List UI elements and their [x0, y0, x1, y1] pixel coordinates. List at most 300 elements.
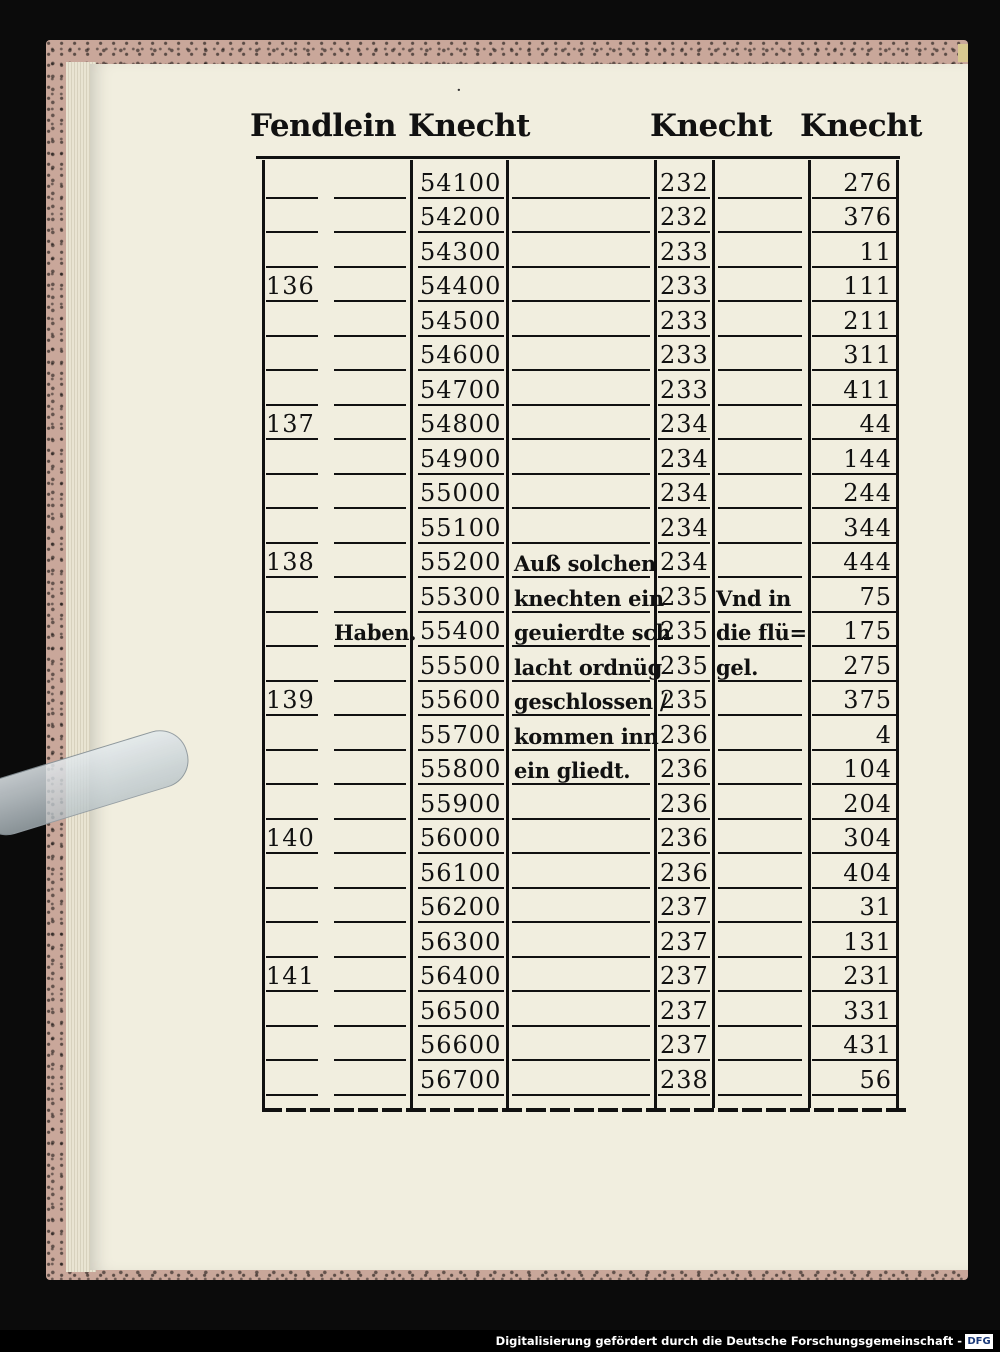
total-cell: [410, 440, 506, 475]
rank-cell: [654, 544, 712, 579]
total-cell: [410, 889, 506, 924]
note-cell: [506, 475, 654, 510]
rank-cell: [654, 371, 712, 406]
knecht-rank: 236: [660, 755, 709, 783]
rest-cell: [808, 164, 896, 199]
total-cell: [410, 1027, 506, 1062]
haben-cell: [326, 923, 410, 958]
knecht-total: 56300: [420, 927, 502, 956]
note-cell: [506, 958, 654, 993]
table-row: [256, 682, 900, 717]
fendlein-cell: [262, 164, 326, 199]
fendlein-number: 140: [266, 824, 315, 852]
table-row: [256, 613, 900, 648]
total-cell: [410, 233, 506, 268]
knecht-rank: 236: [660, 858, 709, 887]
header-knecht-rank: Knecht: [650, 108, 772, 144]
flank-cell: [712, 509, 808, 544]
table-row: [256, 992, 900, 1027]
rest-cell: [808, 199, 896, 234]
haben-cell: [326, 578, 410, 613]
flank-cell: [712, 544, 808, 579]
rank-cell: [654, 302, 712, 337]
rest-cell: [808, 682, 896, 717]
fendlein-number: 139: [266, 686, 315, 714]
fendlein-cell: [262, 1027, 326, 1062]
knecht-total: 54300: [420, 237, 502, 266]
rest-cell: [808, 406, 896, 441]
flank-cell: [712, 371, 808, 406]
flank-text: gel.: [716, 654, 759, 680]
table-row: [256, 958, 900, 993]
knecht-total: 54900: [420, 444, 502, 473]
haben-cell: [326, 199, 410, 234]
note-text: kommen inn: [514, 723, 659, 749]
note-cell: [506, 268, 654, 303]
knecht-total: 56700: [420, 1065, 502, 1094]
total-cell: [410, 820, 506, 855]
rest-cell: [808, 337, 896, 372]
haben-cell: [326, 475, 410, 510]
note-cell: [506, 544, 657, 579]
rank-cell: [654, 751, 712, 786]
rest-cell: [808, 302, 896, 337]
haben-cell: [326, 992, 410, 1027]
haben-cell: [326, 751, 410, 786]
total-cell: [410, 406, 506, 441]
total-cell: [410, 923, 506, 958]
header-rule: [256, 156, 900, 159]
total-cell: [410, 337, 506, 372]
knecht-rest: 211: [843, 306, 892, 335]
fendlein-cell: [262, 785, 326, 820]
total-cell: [410, 371, 506, 406]
table-row: [256, 199, 900, 234]
flank-cell: [712, 785, 808, 820]
flank-cell: [712, 613, 808, 648]
fendlein-cell: [262, 509, 326, 544]
haben-cell: [326, 302, 410, 337]
knecht-total: 55200: [420, 548, 502, 576]
total-cell: [410, 199, 506, 234]
knecht-rest: 56: [859, 1065, 892, 1094]
knecht-rest: 11: [859, 237, 892, 266]
knecht-total: 55900: [420, 789, 502, 818]
fendlein-cell: [262, 923, 326, 958]
flank-cell: [712, 854, 808, 889]
knecht-total: 54500: [420, 306, 502, 335]
rest-cell: [808, 233, 896, 268]
note-cell: [506, 509, 654, 544]
knecht-total: 55100: [420, 513, 502, 542]
knecht-rest: 431: [843, 1031, 892, 1059]
fendlein-cell: [262, 682, 326, 717]
knecht-rank: 234: [660, 444, 709, 473]
knecht-total: 54400: [420, 272, 502, 300]
knecht-rank: 234: [660, 513, 709, 542]
knecht-rank: 233: [660, 306, 709, 335]
knecht-total: 55700: [420, 720, 502, 749]
rest-cell: [808, 544, 896, 579]
flank-text: Vnd in: [716, 585, 792, 611]
note-cell: [506, 578, 664, 613]
haben-cell: [326, 268, 410, 303]
note-cell: [506, 820, 654, 855]
rank-cell: [654, 1061, 712, 1096]
fendlein-cell: [262, 854, 326, 889]
dfg-logo-icon: DFG: [965, 1334, 993, 1349]
knecht-rest: 376: [843, 203, 892, 231]
haben-cell: [326, 337, 410, 372]
rest-cell: [808, 958, 896, 993]
rank-cell: [654, 613, 712, 648]
flank-cell: [712, 958, 808, 993]
bottom-rule: [262, 1108, 906, 1112]
note-cell: [506, 440, 654, 475]
knecht-rest: 204: [843, 789, 892, 818]
flank-cell: [712, 199, 808, 234]
flank-cell: [712, 716, 808, 751]
table-row: [256, 268, 900, 303]
rest-cell: [808, 785, 896, 820]
rank-cell: [654, 440, 712, 475]
knecht-rank: 234: [660, 410, 709, 438]
knecht-rest: 75: [859, 582, 892, 611]
knecht-total: 56500: [420, 996, 502, 1025]
rank-cell: [654, 199, 712, 234]
knecht-rest: 44: [859, 410, 892, 438]
knecht-rank: 237: [660, 1031, 709, 1059]
knecht-rank: 234: [660, 548, 709, 576]
table-row: [256, 164, 900, 199]
rank-cell: [654, 1027, 712, 1062]
haben-label: Haben.: [334, 620, 417, 645]
knecht-rank: 236: [660, 824, 709, 852]
knecht-rank: 237: [660, 927, 709, 956]
note-text: lacht ordnüg: [514, 654, 663, 680]
rank-cell: [654, 647, 712, 682]
note-cell: [506, 164, 654, 199]
knecht-rank: 232: [660, 168, 709, 197]
total-cell: [410, 785, 506, 820]
rest-cell: [808, 751, 896, 786]
knecht-total: 56400: [420, 962, 502, 990]
rest-cell: [808, 716, 896, 751]
table-row: [256, 647, 900, 682]
knecht-total: 55000: [420, 479, 502, 507]
fendlein-number: 141: [266, 962, 315, 990]
rest-cell: [808, 1061, 896, 1096]
knecht-rest: 311: [843, 341, 892, 369]
fendlein-cell: [262, 544, 326, 579]
note-cell: [506, 337, 654, 372]
table-row: [256, 1027, 900, 1062]
knecht-total: 55500: [420, 651, 502, 680]
note-cell: [506, 613, 671, 648]
note-cell: [506, 992, 654, 1027]
flank-cell: [712, 751, 808, 786]
haben-cell: [326, 1061, 410, 1096]
flank-cell: [712, 233, 808, 268]
rest-cell: [808, 889, 896, 924]
note-text: Auß solchen: [514, 551, 657, 576]
fendlein-cell: [262, 440, 326, 475]
note-cell: [506, 889, 654, 924]
note-cell: [506, 854, 654, 889]
knecht-total: 55400: [420, 617, 502, 645]
fendlein-cell: [262, 647, 326, 682]
flank-cell: [712, 647, 808, 682]
digitization-credit: Digitalisierung gefördert durch die Deutsche Forschungsgemeinschaft -: [495, 1334, 962, 1348]
knecht-rest: 404: [843, 858, 892, 887]
flank-text: die flü=: [716, 620, 807, 645]
note-cell: [506, 1027, 654, 1062]
haben-cell: [326, 889, 410, 924]
total-cell: [410, 302, 506, 337]
knecht-total: 54700: [420, 375, 502, 404]
table-row: [256, 337, 900, 372]
rest-cell: [808, 371, 896, 406]
rest-cell: [808, 509, 896, 544]
table-row: [256, 578, 900, 613]
page-mark: ·: [456, 80, 462, 101]
knecht-total: 56600: [420, 1031, 502, 1059]
fendlein-cell: [262, 337, 326, 372]
haben-cell: [326, 647, 410, 682]
rank-cell: [654, 509, 712, 544]
haben-cell: [326, 613, 417, 648]
total-cell: [410, 578, 506, 613]
table-row: [256, 302, 900, 337]
note-cell: [506, 1061, 654, 1096]
knecht-total: 54100: [420, 168, 502, 197]
knecht-total: 54600: [420, 341, 502, 369]
knecht-total: 55800: [420, 755, 502, 783]
haben-cell: [326, 820, 410, 855]
table-row: [256, 475, 900, 510]
note-cell: [506, 682, 668, 717]
flank-cell: [712, 337, 808, 372]
rank-cell: [654, 475, 712, 510]
knecht-rank: 235: [660, 617, 709, 645]
fendlein-cell: [262, 889, 326, 924]
knecht-rank: 238: [660, 1065, 709, 1094]
fendlein-cell: [262, 1061, 326, 1096]
knecht-rank: 233: [660, 341, 709, 369]
rest-cell: [808, 613, 896, 648]
haben-cell: [326, 785, 410, 820]
rest-cell: [808, 578, 896, 613]
knecht-total: 56000: [420, 824, 502, 852]
table-row: [256, 716, 900, 751]
total-cell: [410, 854, 506, 889]
header-knecht-total: Knecht: [408, 108, 530, 144]
rest-cell: [808, 440, 896, 475]
total-cell: [410, 716, 506, 751]
note-cell: [506, 302, 654, 337]
note-text: geschlossen /: [514, 689, 668, 714]
note-cell: [506, 647, 663, 682]
rest-cell: [808, 992, 896, 1027]
flank-cell: [712, 992, 808, 1027]
rest-cell: [808, 1027, 896, 1062]
fendlein-cell: [262, 958, 326, 993]
fendlein-number: 138: [266, 548, 315, 576]
table-row: [256, 1061, 900, 1096]
note-text: ein gliedt.: [514, 758, 631, 783]
header-fendlein: Fendlein: [250, 108, 397, 144]
total-cell: [410, 475, 506, 510]
knecht-rest: 375: [843, 686, 892, 714]
knecht-rank: 235: [660, 686, 709, 714]
rest-cell: [808, 268, 896, 303]
flank-cell: [712, 682, 808, 717]
note-cell: [506, 716, 659, 751]
haben-cell: [326, 716, 410, 751]
flank-cell: [712, 406, 808, 441]
table-row: [256, 820, 900, 855]
rank-cell: [654, 785, 712, 820]
fendlein-cell: [262, 613, 326, 648]
note-cell: [506, 751, 654, 786]
total-cell: [410, 268, 506, 303]
knecht-total: 54800: [420, 410, 502, 438]
total-cell: [410, 647, 506, 682]
bookmark-ribbon: [958, 44, 968, 62]
knecht-rest: 4: [875, 720, 892, 749]
knecht-rest: 231: [843, 962, 892, 990]
knecht-rest: 344: [843, 513, 892, 542]
knecht-rank: 233: [660, 375, 709, 404]
fendlein-cell: [262, 233, 326, 268]
knecht-rank: 233: [660, 237, 709, 266]
rest-cell: [808, 475, 896, 510]
flank-cell: [712, 578, 808, 613]
knecht-rank: 235: [660, 651, 709, 680]
flank-cell: [712, 268, 808, 303]
rank-cell: [654, 992, 712, 1027]
total-cell: [410, 164, 506, 199]
haben-cell: [326, 406, 410, 441]
table-row: [256, 923, 900, 958]
knecht-rank: 236: [660, 789, 709, 818]
haben-cell: [326, 1027, 410, 1062]
total-cell: [410, 544, 506, 579]
fendlein-cell: [262, 302, 326, 337]
haben-cell: [326, 509, 410, 544]
note-cell: [506, 785, 654, 820]
table-row: [256, 440, 900, 475]
table-row: [256, 751, 900, 786]
table-row: [256, 785, 900, 820]
knecht-total: 56200: [420, 893, 502, 921]
haben-cell: [326, 854, 410, 889]
haben-cell: [326, 233, 410, 268]
rest-cell: [808, 820, 896, 855]
knecht-rest: 304: [843, 824, 892, 852]
knecht-rest: 444: [843, 548, 892, 576]
flank-cell: [712, 475, 808, 510]
total-cell: [410, 992, 506, 1027]
flank-cell: [712, 302, 808, 337]
flank-cell: [712, 1061, 808, 1096]
table-row: [256, 854, 900, 889]
fendlein-number: 136: [266, 272, 315, 300]
fendlein-cell: [262, 751, 326, 786]
rank-cell: [654, 164, 712, 199]
flank-cell: [712, 923, 808, 958]
knecht-rank: 237: [660, 996, 709, 1025]
haben-cell: [326, 164, 410, 199]
note-cell: [506, 406, 654, 441]
note-cell: [506, 233, 654, 268]
rest-cell: [808, 647, 896, 682]
table-row: [256, 371, 900, 406]
total-cell: [410, 1061, 506, 1096]
note-text: knechten ein: [514, 585, 664, 611]
knecht-rest: 131: [843, 927, 892, 956]
total-cell: [410, 958, 506, 993]
column-headers: [250, 108, 922, 158]
knecht-rest: 275: [843, 651, 892, 680]
rank-cell: [654, 889, 712, 924]
table-row: [256, 889, 900, 924]
fendlein-cell: [262, 716, 326, 751]
rank-cell: [654, 268, 712, 303]
rest-cell: [808, 923, 896, 958]
flank-cell: [712, 889, 808, 924]
knecht-total: 54200: [420, 203, 502, 231]
knecht-rank: 236: [660, 720, 709, 749]
note-text: geuierdte sch: [514, 620, 671, 645]
haben-cell: [326, 544, 410, 579]
fendlein-cell: [262, 475, 326, 510]
total-cell: [410, 509, 506, 544]
knecht-total: 55600: [420, 686, 502, 714]
note-cell: [506, 371, 654, 406]
knecht-rank: 237: [660, 962, 709, 990]
rank-cell: [654, 337, 712, 372]
knecht-rest: 144: [843, 444, 892, 473]
total-cell: [410, 682, 506, 717]
flank-cell: [712, 820, 808, 855]
knecht-rank: 237: [660, 893, 709, 921]
fendlein-cell: [262, 992, 326, 1027]
rank-cell: [654, 820, 712, 855]
fendlein-cell: [262, 199, 326, 234]
knecht-total: 56100: [420, 858, 502, 887]
rank-cell: [654, 233, 712, 268]
knecht-total: 55300: [420, 582, 502, 611]
table-row: [256, 233, 900, 268]
knecht-rest: 104: [843, 755, 892, 783]
knecht-rest: 111: [843, 272, 892, 300]
fendlein-cell: [262, 578, 326, 613]
knecht-rank: 232: [660, 203, 709, 231]
rank-cell: [654, 716, 712, 751]
rank-cell: [654, 958, 712, 993]
knecht-rank: 234: [660, 479, 709, 507]
haben-cell: [326, 371, 410, 406]
fendlein-cell: [262, 406, 326, 441]
note-cell: [506, 923, 654, 958]
total-cell: [410, 613, 506, 648]
fendlein-cell: [262, 371, 326, 406]
flank-cell: [712, 440, 808, 475]
knecht-rank: 233: [660, 272, 709, 300]
header-knecht-rest: Knecht: [800, 108, 922, 144]
fendlein-number: 137: [266, 410, 315, 438]
